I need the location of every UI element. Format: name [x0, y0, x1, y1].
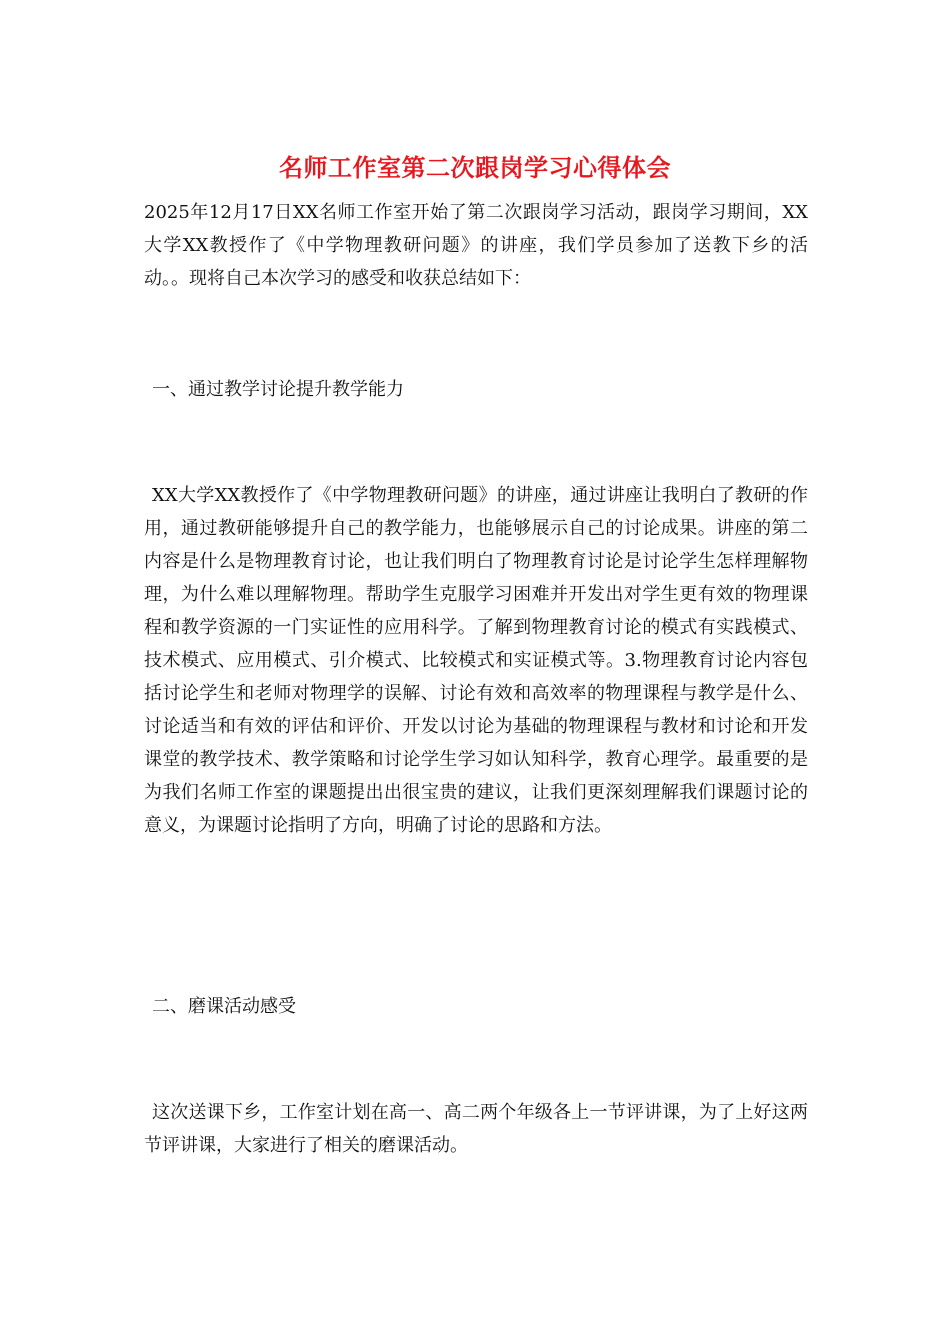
section-1-heading: 一、通过教学讨论提升教学能力	[152, 379, 404, 400]
intro-paragraph: 2025年12月17日XX名师工作室开始了第二次跟岗学习活动，跟岗学习期间，XX大学XX教授作了《中学物理教研问题》的讲座，我们学员参加了送教下乡的活动。。现将自己本次学习的感受和收获总结如下：	[144, 202, 808, 289]
section-2-body: 这次送课下乡，工作室计划在高一、高二两个年级各上一节评讲课，为了上好这两节评讲课，大家进行了相关的磨课活动。	[144, 1102, 808, 1156]
section-2-heading: 二、磨课活动感受	[152, 996, 296, 1017]
document-title: 名师工作室第二次跟岗学习心得体会	[279, 153, 671, 182]
section-1-body: XX大学XX教授作了《中学物理教研问题》的讲座，通过讲座让我明白了教研的作用，通过教研能够提升自己的教学能力，也能够展示自己的讨论成果。讲座的第二内容是什么是物理教育讨论，也让我们明白了物理教育讨论是讨论学生怎样理解物理，为什么难以理解物理。帮助学生克服学习困难并开发出对学生更有效的物理课程和教学资源的一门实证性的应用科学。了解到物理教育讨论的模式有实践模式、技术模式、应用模式、引介模式、比较模式和实证模式等。3.物理教育讨论内容包括讨论学生和老师对物理学的误解、讨论有效和高效率的物理课程与教学是什么、讨论适当和有效的评估和评价、开发以讨论为基础的物理课程与教材和讨论和开发课堂的教学技术、教学策略和讨论学生学习如认知科学，教育心理学。最重要的是为我们名师工作室的课题提出出很宝贵的建议，让我们更深刻理解我们课题讨论的意义，为课题讨论指明了方向，明确了讨论的思路和方法。	[144, 485, 808, 836]
